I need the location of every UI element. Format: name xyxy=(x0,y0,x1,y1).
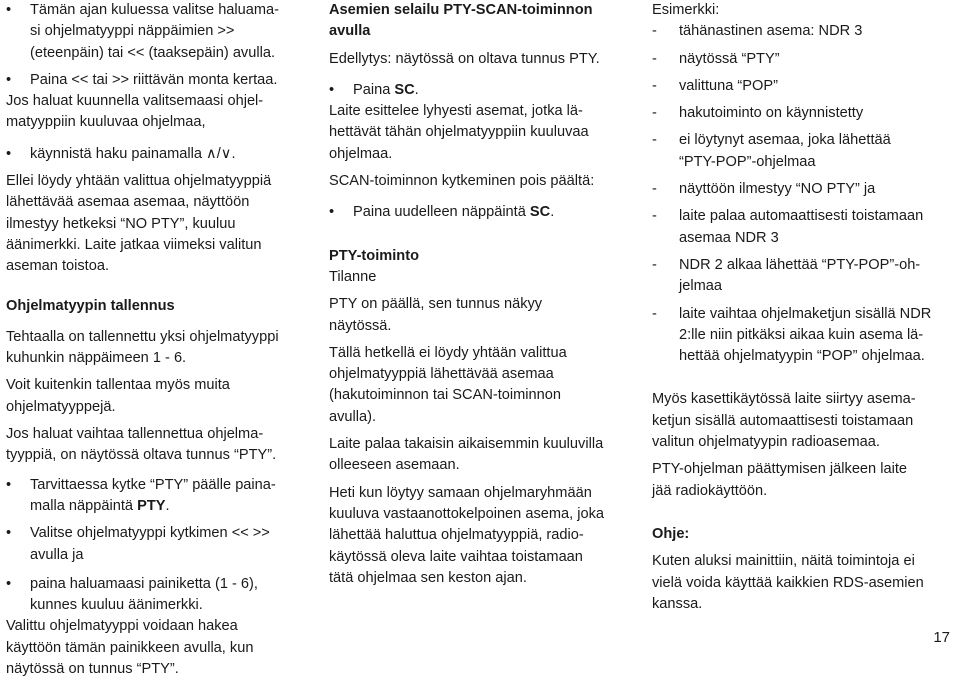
paragraph xyxy=(329,294,635,337)
text-span: . xyxy=(165,497,170,514)
text-line: Valittu ohjelmatyyppi voidaan hakea xyxy=(6,618,238,635)
dash-item xyxy=(652,304,954,368)
paragraph: Edellytys: näytössä on oltava tunnus PTY. xyxy=(329,50,600,67)
text-line: 2:lle niin pitkäksi aikaa kuin asema lä- xyxy=(679,326,924,343)
text-line: tähänastinen asema: NDR 3 xyxy=(679,23,863,40)
text-line: kuhunkin näppäimeen 1 - 6. xyxy=(6,350,187,367)
bullet-dot: • xyxy=(6,525,12,542)
text-line: vielä voida käyttää kaikkien RDS-asemien xyxy=(652,574,924,591)
dash-item xyxy=(652,179,954,200)
dash-item xyxy=(652,21,954,42)
text-line: PTY on päällä, sen tunnus näkyy xyxy=(329,296,543,313)
text-line: “PTY-POP”-ohjelmaa xyxy=(679,153,816,170)
text-line: Valitse ohjelmatyyppi kytkimen << >> xyxy=(30,525,270,542)
text-line xyxy=(30,496,312,517)
text-line: Jos haluat vaihtaa tallennettua ohjelma- xyxy=(6,426,264,443)
text-line: Voit kuitenkin tallentaa myös muita xyxy=(6,377,230,394)
bullet-item xyxy=(329,80,635,101)
text-line xyxy=(353,202,635,223)
text-line: (eteenpäin) tai << (taaksepäin) avulla. xyxy=(30,44,276,61)
text-line: lähettää haluttua ohjelmatyyppiä, radio- xyxy=(329,527,584,544)
text-line: avulla). xyxy=(329,408,377,425)
paragraph: SCAN-toiminnon kytkeminen pois päältä: xyxy=(329,173,595,190)
paragraph xyxy=(6,327,312,370)
text-line: jelmaa xyxy=(679,278,722,295)
text-line: valittuna “POP” xyxy=(679,77,778,94)
text-line: Kuten aluksi mainittiin, näitä toimintoja ei xyxy=(652,553,915,570)
text-line: Heti kun löytyy samaan ohjelmaryhmään xyxy=(329,484,592,501)
bullet-dot: • xyxy=(6,71,12,88)
dash-item xyxy=(652,76,954,97)
text-line: Laite palaa takaisin aikaisemmin kuuluvilla xyxy=(329,436,604,453)
example-heading: Esimerkki: xyxy=(652,2,720,18)
dash-marker: - xyxy=(652,105,657,122)
text-line: ohjelmaa. xyxy=(329,145,393,162)
dash-marker: - xyxy=(652,181,657,198)
text-line: käyttöön tämän painikkeen avulla, kun xyxy=(6,639,254,656)
text-line: hakutoiminto on käynnistetty xyxy=(679,105,864,122)
text-line: ohjelmatyyppejä. xyxy=(6,398,116,415)
bullet-dot: • xyxy=(329,204,335,221)
bullet-item xyxy=(6,70,312,91)
text-line: (hakutoiminnon tai SCAN-toiminnon xyxy=(329,387,561,404)
bullet-item xyxy=(6,144,312,165)
paragraph xyxy=(652,551,954,615)
text-line: näyttöön ilmestyy “NO PTY” ja xyxy=(679,181,876,198)
paragraph xyxy=(6,91,312,134)
text-line: Asemien selailu PTY-SCAN-toiminnon xyxy=(329,2,593,18)
key-label: PTY xyxy=(137,497,166,514)
text-line: äänimerkki. Laite jatkaa viimeksi valitun xyxy=(6,236,262,253)
text-line: lähettävää asemaa asemaa, näyttöön xyxy=(6,194,250,211)
text-line: näytössä on tunnus “PTY”. xyxy=(6,661,179,678)
text-span: Paina uudelleen näppäintä xyxy=(353,204,530,221)
text-line: Laite esittelee lyhyesti asemat, jotka lä- xyxy=(329,103,583,120)
text-line: kuuluva vastaanottokelpoinen asema, joka xyxy=(329,505,605,522)
text-line: si ohjelmatyyppi näppäimien >> xyxy=(30,23,235,40)
key-label: SC xyxy=(529,204,551,221)
text-line: Ellei löydy yhtään valittua ohjelmatyyppiä xyxy=(6,173,272,190)
dash-marker: - xyxy=(652,50,657,67)
text-line: laite vaihtaa ohjelmaketjun sisällä NDR xyxy=(679,305,932,322)
dash-item xyxy=(652,49,954,70)
key-label: SC xyxy=(394,81,415,98)
paragraph: Tilanne xyxy=(329,268,377,285)
page-number: 17 xyxy=(933,629,950,646)
text-line: kanssa. xyxy=(652,595,703,612)
text-line: avulla xyxy=(329,23,371,40)
column-1 xyxy=(6,0,312,680)
text-line: valitun ohjelmatyypin radioasemaa. xyxy=(652,434,880,451)
section-heading: Ohjelmatyypin tallennus xyxy=(6,297,175,314)
text-line: matyyppiin kuuluvaa ohjelmaa, xyxy=(6,114,206,131)
bullet-dot: • xyxy=(6,476,12,493)
text-line: Tämän ajan kuluessa valitse haluama- xyxy=(30,2,280,18)
paragraph xyxy=(652,389,954,453)
bullet-item xyxy=(6,574,312,617)
text-line: ketjun sisällä automaattisesti toistamaan xyxy=(652,412,914,429)
bullet-dot: • xyxy=(329,81,335,98)
bullet-item xyxy=(6,475,312,518)
dash-item xyxy=(652,130,954,173)
dash-item xyxy=(652,206,954,249)
text-line: jää radiokäyttöön. xyxy=(652,482,768,499)
bullet-item xyxy=(329,202,635,223)
text-line: laite palaa automaattisesti toistamaan xyxy=(679,208,924,225)
section-heading: PTY-toiminto xyxy=(329,247,419,264)
dash-item xyxy=(652,255,954,298)
paragraph xyxy=(329,483,635,589)
text-line: näytössä “PTY” xyxy=(679,50,780,67)
note-heading: Ohje: xyxy=(652,525,690,542)
text-span: malla näppäintä xyxy=(30,497,138,514)
text-line: hettävät tähän ohjelmatyyppiin kuuluvaa xyxy=(329,124,589,141)
paragraph xyxy=(6,424,312,467)
bullet-dot: • xyxy=(6,145,12,162)
text-line: avulla ja xyxy=(30,546,84,563)
text-span: Paina xyxy=(353,81,395,98)
text-line: tätä ohjelmaa sen keston ajan. xyxy=(329,569,527,586)
text-line: hettää ohjelmatyypin “POP” ohjelmaa. xyxy=(679,348,925,365)
text-line xyxy=(353,80,635,101)
paragraph xyxy=(6,171,312,277)
section-heading xyxy=(329,0,635,43)
dash-marker: - xyxy=(652,23,657,40)
text-line: ei löytynyt asemaa, joka lähettää xyxy=(679,132,891,149)
text-line: Tällä hetkellä ei löydy yhtään valittua xyxy=(329,344,567,361)
text-line: Jos haluat kuunnella valitsemaasi ohjel- xyxy=(6,93,264,110)
dash-marker: - xyxy=(652,132,657,149)
dash-item xyxy=(652,103,954,124)
text-line: Tehtaalla on tallennettu yksi ohjelmatyyppi xyxy=(6,328,279,345)
text-line: kunnes kuuluu äänimerkki. xyxy=(30,597,203,614)
bullet-dot: • xyxy=(6,575,12,592)
dash-marker: - xyxy=(652,305,657,322)
text-line: tyyppiä, on näytössä oltava tunnus “PTY”. xyxy=(6,447,277,464)
text-span: . xyxy=(414,81,419,98)
dash-marker: - xyxy=(652,256,657,273)
text-line: Paina << tai >> riittävän monta kertaa. xyxy=(30,71,278,88)
column-3 xyxy=(652,0,954,615)
bullet-dot: • xyxy=(6,2,12,18)
paragraph xyxy=(329,101,635,165)
text-line: käytössä oleva laite vaihtaa toistamaan xyxy=(329,548,583,565)
bullet-item xyxy=(6,0,312,64)
text-line: ilmestyy hetkeksi “NO PTY”, kuuluu xyxy=(6,215,236,232)
paragraph xyxy=(6,616,312,680)
text-line: PTY-ohjelman päättymisen jälkeen laite xyxy=(652,461,907,478)
paragraph xyxy=(329,434,635,477)
bullet-item xyxy=(6,523,312,566)
text-line: asemaa NDR 3 xyxy=(679,229,779,246)
text-line: käynnistä haku painamalla ∧/∨. xyxy=(30,145,236,162)
text-line: ohjelmatyyppiä lähettävää asemaa xyxy=(329,366,554,383)
text-line: paina haluamaasi painiketta (1 - 6), xyxy=(30,575,258,592)
column-2 xyxy=(329,0,635,589)
paragraph xyxy=(6,375,312,418)
paragraph xyxy=(329,343,635,428)
paragraph xyxy=(652,459,954,502)
text-span: . xyxy=(550,204,555,221)
text-line: NDR 2 alkaa lähettää “PTY-POP”-oh- xyxy=(679,256,921,273)
text-line: aseman toistoa. xyxy=(6,258,110,275)
text-line: Myös kasettikäytössä laite siirtyy asema- xyxy=(652,391,916,408)
text-line: Tarvittaessa kytke “PTY” päälle paina- xyxy=(30,476,276,493)
text-line: olleeseen asemaan. xyxy=(329,457,460,474)
dash-marker: - xyxy=(652,77,657,94)
dash-marker: - xyxy=(652,208,657,225)
text-line: näytössä. xyxy=(329,317,392,334)
